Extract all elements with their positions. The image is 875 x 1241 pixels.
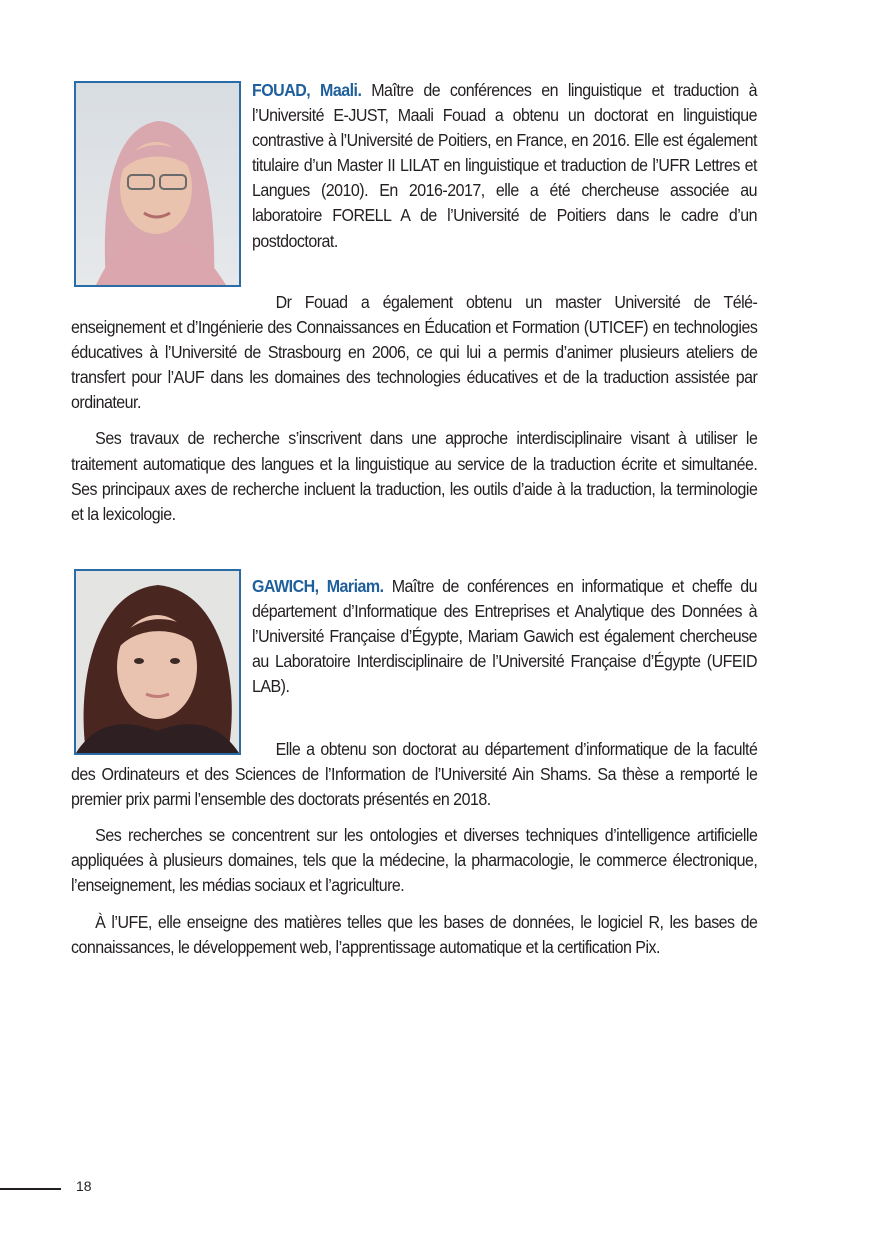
portrait-photo-fouad xyxy=(74,81,241,287)
entry-body xyxy=(71,737,757,960)
entry-intro xyxy=(252,574,757,699)
entry-intro-paragraph xyxy=(252,574,757,699)
intro-text: Maître de conférences en linguistique et traduction à l’Université E-JUST, Maali Fouad a obtenu un doctorat en linguistique contrastive à l’Université de Poitiers, en France, en 2016. Elle est également titulaire d’un Master II LILAT en linguistique et traduction de l’UFR Lettres et Langues (2010). En 2016-2017, elle a été chercheuse associée au laboratoire FORELL A de l’Université de Poitiers dans le cadre d’un postdoctorat. xyxy=(252,80,757,251)
body-paragraph: Ses recherches se concentrent sur les ontologies et diverses techniques d’intelligence artificielle appliquées à plusieurs domaines, tels que la médecine, la pharmacologie, le commerce électronique, l’enseignement, les médias sociaux et l’agriculture. xyxy=(71,825,758,896)
portrait-photo-gawich xyxy=(74,569,241,755)
person-name: GAWICH, Mariam. xyxy=(252,576,384,596)
entry-intro xyxy=(252,78,757,254)
body-paragraph: Elle a obtenu son doctorat au département d’informatique de la faculté des Ordinateurs et des Sciences de l’Information de l’Université Ain Shams. Sa thèse a remporté le premier prix parmi l’ensemble des doctorats présentés en 2018. xyxy=(71,739,758,810)
entry-intro-paragraph xyxy=(252,78,757,254)
intro-text: Maître de conférences en informatique et cheffe du département d’Informatique des Entreprises et Analytique des Données à l’Université Française d’Égypte, Mariam Gawich est également chercheuse au Laboratoire Interdisciplinaire de l’Université Française d’Égypte (UFEID LAB). xyxy=(252,576,757,697)
body-paragraph: À l’UFE, elle enseigne des matières telles que les bases de données, le logiciel R, les bases de connaissances, le développement web, l’apprentissage automatique et la certification Pix. xyxy=(71,911,758,957)
body-paragraph: Dr Fouad a également obtenu un master Université de Télé-enseignement et d’Ingénierie des Connaissances en Éducation et Formation (UTICEF) en technologies éducatives à l’Université de Strasbourg en 2006, ce qui lui a permis d’animer plusieurs ateliers de transfert pour l’AUF dans les domaines des technologies éducatives et de la traduction assistée par ordinateur. xyxy=(71,292,758,413)
body-paragraph: Ses travaux de recherche s’inscrivent dans une approche interdisciplinaire visant à utiliser le traitement automatique des langues et la linguistique au service de la traduction écrite et simultanée. Ses principaux axes de recherche incluent la traduction, les outils d’aide à la traduction, la terminologie et la lexicologie. xyxy=(71,428,758,524)
entry-body xyxy=(71,290,757,527)
person-name: FOUAD, Maali. xyxy=(252,80,362,100)
page-number: 18 xyxy=(76,1178,92,1194)
portrait-image xyxy=(76,83,239,285)
portrait-image xyxy=(76,571,239,753)
footer-rule xyxy=(0,1188,61,1190)
